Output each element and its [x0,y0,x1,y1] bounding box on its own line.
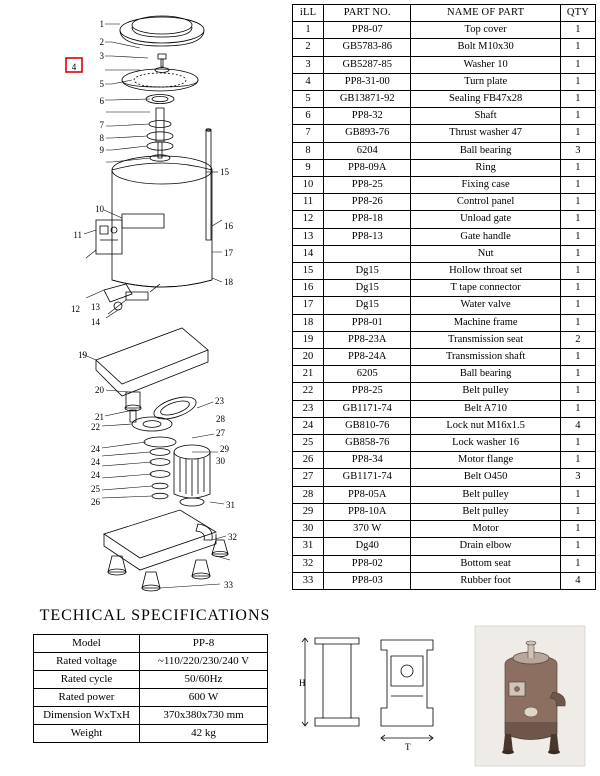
cell-ill: 17 [293,297,324,314]
callout-29: 29 [220,444,229,454]
spec-value: 50/60Hz [140,671,268,689]
callout-32: 32 [228,532,237,542]
table-row [293,538,596,555]
cell-part-no: 6205 [324,366,411,383]
cell-qty: 1 [560,228,595,245]
cell-part-no: PP8-07 [324,22,411,39]
table-header-row [293,5,596,22]
table-row [293,297,596,314]
callout-24: 24 [91,444,100,454]
cell-name: Transmission shaft [411,349,560,366]
cell-part-no: PP8-26 [324,194,411,211]
cell-ill: 25 [293,435,324,452]
cell-part-no: GB1171-74 [324,469,411,486]
cell-qty: 1 [560,22,595,39]
callout-6: 6 [99,96,104,106]
cell-ill: 33 [293,572,324,589]
cell-qty: 1 [560,159,595,176]
callout-31: 31 [226,500,235,510]
cell-qty: 1 [560,503,595,520]
cell-name: Bolt M10x30 [411,39,560,56]
cell-qty: 1 [560,177,595,194]
cell-part-no: PP8-03 [324,572,411,589]
table-row [293,417,596,434]
cell-qty: 1 [560,91,595,108]
cell-name: Nut [411,245,560,262]
width-dimension-label: T [405,742,411,752]
cell-name: Drain elbow [411,538,560,555]
cell-name: Belt pulley [411,383,560,400]
spec-row [34,635,268,653]
cell-qty: 1 [560,280,595,297]
cell-name: Belt O450 [411,469,560,486]
cell-ill: 24 [293,417,324,434]
cell-ill: 14 [293,245,324,262]
spec-key: Model [34,635,140,653]
cell-name: Machine frame [411,314,560,331]
cell-ill: 2 [293,39,324,56]
spec-row [34,653,268,671]
exploded-parts-diagram [0,0,290,600]
cell-part-no: PP8-18 [324,211,411,228]
cell-qty: 1 [560,486,595,503]
cell-part-no [324,245,411,262]
cell-name: Motor flange [411,452,560,469]
cell-qty: 1 [560,521,595,538]
cell-qty: 1 [560,452,595,469]
cell-ill: 20 [293,349,324,366]
cell-part-no: GB810-76 [324,417,411,434]
cell-ill: 30 [293,521,324,538]
cell-name: Thrust washer 47 [411,125,560,142]
cell-name: Control panel [411,194,560,211]
callout-23: 23 [215,396,224,406]
cell-qty: 1 [560,555,595,572]
callout-18: 18 [224,277,233,287]
cell-qty: 1 [560,39,595,56]
cell-name: Belt A710 [411,400,560,417]
cell-qty: 1 [560,108,595,125]
cell-part-no: PP8-02 [324,555,411,572]
cell-part-no: Dg15 [324,280,411,297]
spec-value: 600 W [140,689,268,707]
cell-part-no: PP8-24A [324,349,411,366]
cell-qty: 1 [560,383,595,400]
header-ill: iLL [293,5,324,22]
spec-value: 370x380x730 mm [140,707,268,725]
cell-part-no: Dg40 [324,538,411,555]
callout-1: 1 [99,19,104,29]
cell-qty: 1 [560,194,595,211]
cell-ill: 27 [293,469,324,486]
callout-17: 17 [224,248,233,258]
cell-qty: 1 [560,211,595,228]
cell-ill: 3 [293,56,324,73]
cell-ill: 8 [293,142,324,159]
cell-ill: 22 [293,383,324,400]
cell-part-no: Dg15 [324,297,411,314]
cell-part-no: PP8-25 [324,383,411,400]
callout-19: 19 [78,350,87,360]
cell-ill: 5 [293,91,324,108]
cell-ill: 10 [293,177,324,194]
cell-ill: 28 [293,486,324,503]
cell-name: Lock washer 16 [411,435,560,452]
cell-name: Unload gate [411,211,560,228]
cell-ill: 31 [293,538,324,555]
cell-name: Belt pulley [411,503,560,520]
spec-row [34,671,268,689]
cell-ill: 21 [293,366,324,383]
spec-value: ~110/220/230/240 V [140,653,268,671]
cell-name: Shaft [411,108,560,125]
callout-7: 7 [99,120,104,130]
cell-name: Lock nut M16x1.5 [411,417,560,434]
table-row [293,22,596,39]
cell-part-no: GB5287-85 [324,56,411,73]
spec-value: PP-8 [140,635,268,653]
cell-qty: 1 [560,245,595,262]
header-qty: QTY [560,5,595,22]
cell-name: Ring [411,159,560,176]
spec-key: Weight [34,725,140,743]
cell-part-no: GB858-76 [324,435,411,452]
cell-name: Washer 10 [411,56,560,73]
spec-key: Rated power [34,689,140,707]
table-row [293,366,596,383]
table-row [293,73,596,90]
table-row [293,435,596,452]
cell-qty: 1 [560,538,595,555]
cell-qty: 4 [560,572,595,589]
cell-name: Top cover [411,22,560,39]
specifications-table [33,634,268,743]
callout-28: 28 [216,414,225,424]
cell-qty: 1 [560,435,595,452]
cell-ill: 7 [293,125,324,142]
callout-10: 10 [95,204,104,214]
callout-8: 8 [99,133,104,143]
cell-qty: 4 [560,417,595,434]
cell-name: T tape connector [411,280,560,297]
cell-part-no: PP8-01 [324,314,411,331]
cell-ill: 19 [293,331,324,348]
callout-16: 16 [224,221,233,231]
cell-part-no: PP8-09A [324,159,411,176]
table-row [293,331,596,348]
table-row [293,314,596,331]
table-row [293,56,596,73]
cell-qty: 1 [560,125,595,142]
cell-part-no: PP8-13 [324,228,411,245]
cell-name: Ball bearing [411,142,560,159]
table-row [293,555,596,572]
callout-4: 4 [71,62,77,72]
cell-part-no: PP8-10A [324,503,411,520]
callout-14: 14 [91,317,100,327]
cell-name: Motor [411,521,560,538]
cell-ill: 6 [293,108,324,125]
cell-part-no: PP8-05A [324,486,411,503]
table-row [293,211,596,228]
cell-part-no: GB13871-92 [324,91,411,108]
table-row [293,503,596,520]
cell-ill: 12 [293,211,324,228]
cell-part-no: 6204 [324,142,411,159]
cell-qty: 1 [560,349,595,366]
table-row [293,194,596,211]
cell-name: Hollow throat set [411,263,560,280]
table-row [293,572,596,589]
cell-part-no: GB5783-86 [324,39,411,56]
cell-name: Bottom seat [411,555,560,572]
cell-name: Transmission seat [411,331,560,348]
spec-section-title: TECHICAL SPECIFICATIONS [39,607,271,624]
cell-ill: 9 [293,159,324,176]
cell-ill: 29 [293,503,324,520]
table-row [293,39,596,56]
table-row [293,228,596,245]
cell-name: Fixing case [411,177,560,194]
spec-key: Dimension WxTxH [34,707,140,725]
spec-key: Rated voltage [34,653,140,671]
spec-row [34,725,268,743]
table-row [293,486,596,503]
cell-qty: 1 [560,366,595,383]
callout-2: 2 [99,37,104,47]
callout-24b: 24 [91,457,100,467]
cell-qty: 3 [560,469,595,486]
table-row [293,469,596,486]
cell-part-no: GB893-76 [324,125,411,142]
callout-3: 3 [99,51,104,61]
callout-24c: 24 [91,470,100,480]
table-row [293,245,596,262]
cell-qty: 1 [560,297,595,314]
cell-ill: 13 [293,228,324,245]
table-row [293,142,596,159]
callout-30: 30 [216,456,225,466]
cell-qty: 1 [560,400,595,417]
cell-ill: 15 [293,263,324,280]
spec-key: Rated cycle [34,671,140,689]
cell-qty: 1 [560,314,595,331]
dimension-drawings [295,620,595,770]
table-row [293,349,596,366]
cell-part-no: PP8-34 [324,452,411,469]
cell-name: Rubber foot [411,572,560,589]
cell-part-no: PP8-32 [324,108,411,125]
table-row [293,521,596,538]
callout-13: 13 [91,302,100,312]
cell-ill: 26 [293,452,324,469]
cell-qty: 2 [560,331,595,348]
table-row [293,177,596,194]
parts-list-table [292,4,596,590]
table-row [293,452,596,469]
machine-photo [475,626,585,766]
cell-ill: 11 [293,194,324,211]
cell-qty: 1 [560,263,595,280]
callout-20: 20 [95,385,104,395]
cell-name: Sealing FB47x28 [411,91,560,108]
table-row [293,125,596,142]
cell-name: Belt pulley [411,486,560,503]
cell-qty: 3 [560,142,595,159]
callout-11: 11 [73,230,82,240]
callout-12: 12 [71,304,80,314]
cell-name: Gate handle [411,228,560,245]
cell-qty: 1 [560,56,595,73]
spec-row [34,707,268,725]
table-row [293,383,596,400]
header-part-no: PART NO. [324,5,411,22]
table-row [293,91,596,108]
cell-part-no: PP8-25 [324,177,411,194]
cell-ill: 18 [293,314,324,331]
table-row [293,263,596,280]
table-row [293,400,596,417]
cell-qty: 1 [560,73,595,90]
callout-33: 33 [224,580,233,590]
spec-value: 42 kg [140,725,268,743]
cell-part-no: PP8-31-00 [324,73,411,90]
cell-part-no: GB1171-74 [324,400,411,417]
header-name: NAME OF PART [411,5,560,22]
callout-26: 26 [91,497,100,507]
cell-name: Turn plate [411,73,560,90]
table-row [293,280,596,297]
callout-25: 25 [91,484,100,494]
spec-row [34,689,268,707]
callout-27: 27 [216,428,225,438]
cell-part-no: Dg15 [324,263,411,280]
callout-21: 21 [95,412,104,422]
diagram-svg [0,0,290,600]
cell-ill: 16 [293,280,324,297]
cell-part-no: 370 W [324,521,411,538]
table-row [293,108,596,125]
cell-part-no: PP8-23A [324,331,411,348]
cell-ill: 1 [293,22,324,39]
cell-ill: 23 [293,400,324,417]
table-row [293,159,596,176]
cell-name: Water valve [411,297,560,314]
dimension-svg [295,620,595,770]
callout-15: 15 [220,167,229,177]
cell-ill: 4 [293,73,324,90]
callout-5: 5 [99,79,104,89]
callout-22: 22 [91,422,100,432]
callout-9: 9 [99,145,104,155]
height-dimension-label: H [299,678,306,688]
cell-ill: 32 [293,555,324,572]
cell-name: Ball bearing [411,366,560,383]
